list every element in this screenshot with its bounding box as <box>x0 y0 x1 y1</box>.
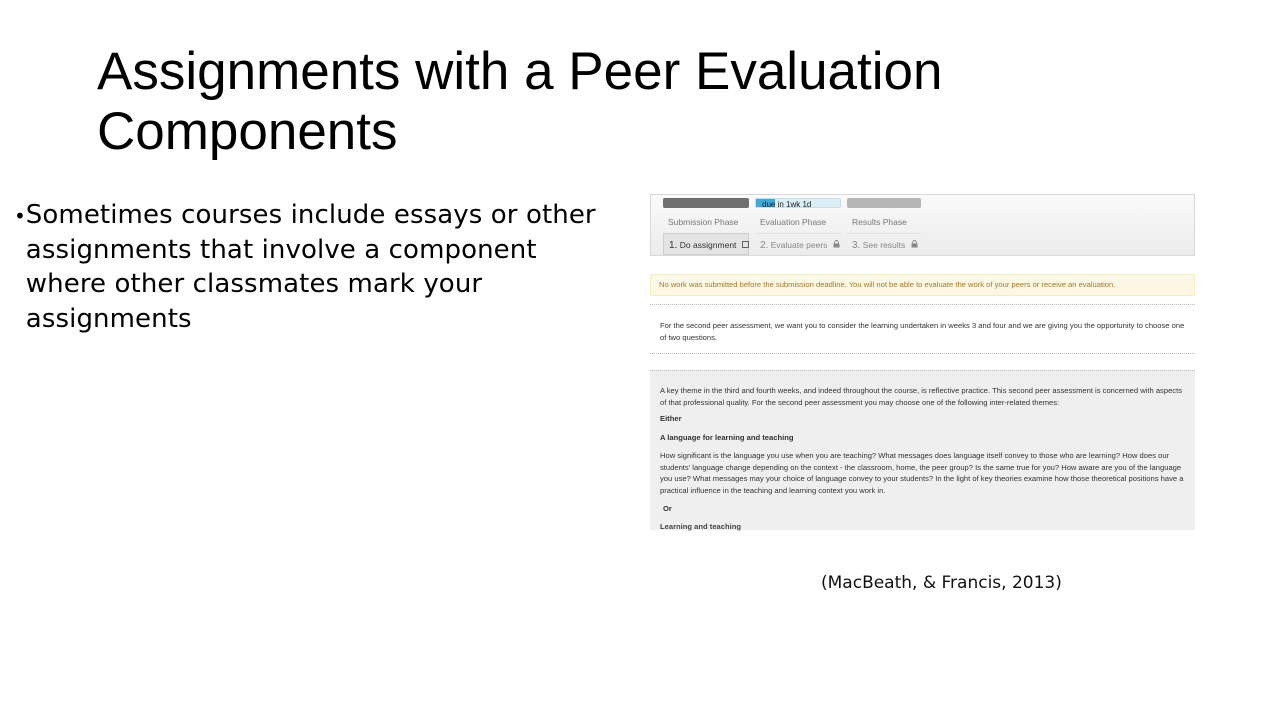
step-label: Do assignment <box>679 240 737 250</box>
citation: (MacBeath, & Francis, 2013) <box>821 573 1062 593</box>
task-heading-partial: Learning and teaching <box>660 521 742 531</box>
bullet-icon: • <box>14 204 26 228</box>
task-either: Either <box>660 414 682 423</box>
phase-name: Evaluation Phase <box>760 217 827 227</box>
assessment-task <box>650 370 1195 530</box>
phase-bar <box>650 194 1195 256</box>
step-see-results[interactable] <box>847 233 921 255</box>
phase-evaluation[interactable] <box>755 195 841 255</box>
slide-title: Assignments with a Peer Evaluation Components <box>97 42 943 161</box>
phase-results[interactable] <box>847 195 921 255</box>
bullet-list <box>12 198 602 336</box>
phase-progress-bar <box>755 198 841 208</box>
phase-name: Submission Phase <box>668 217 739 227</box>
step-evaluate-peers[interactable] <box>755 233 841 255</box>
step-number: 2. <box>760 240 769 251</box>
task-heading: A language for learning and teaching <box>660 432 794 442</box>
phase-progress-bar <box>847 198 921 208</box>
lock-icon <box>833 235 840 257</box>
deadline-alert: No work was submitted before the submission deadline. You will not be able to evaluate the work of your peers or receive an evaluation. <box>650 274 1195 296</box>
due-label: due in 1wk 1d <box>762 200 812 209</box>
step-label: See results <box>862 240 906 250</box>
phase-submission[interactable] <box>663 195 749 255</box>
assessment-intro: For the second peer assessment, we want you to consider the learning undertaken in weeks 3 and four and we are giving you the opportunity to choose one of two questions. <box>650 304 1195 354</box>
task-paragraph: A key theme in the third and fourth weeks, and indeed throughout the course, is reflective practice. This second peer assessment is concerned with aspects of that professional quality. For the second peer assessment you may choose one of the following inter-related themes: <box>660 386 1183 407</box>
step-do-assignment[interactable] <box>663 233 749 255</box>
bullet-text: Sometimes courses include essays or other assignments that involve a component where other classmates mark your assignments <box>25 200 596 334</box>
step-label: Evaluate peers <box>770 240 828 250</box>
lock-icon <box>911 235 918 257</box>
task-or: Or <box>663 504 672 513</box>
step-number: 3. <box>852 240 861 251</box>
step-number: 1. <box>669 240 678 251</box>
task-paragraph: How significant is the language you use when you are teaching? What messages does language itself convey to those who are learning? How does our students' language change depending on the context - the classroom, home, the peer group? Is the same true for you? How aware are you of the language you use? What messages may your choice of language convey to your students? In the light of key theories examine how those theoretical positions have a practical influence in the teaching and learning context you work in. <box>660 451 1184 495</box>
checkbox-icon <box>742 235 749 257</box>
peer-evaluation-screenshot <box>650 194 1195 531</box>
phase-progress-bar <box>663 198 749 208</box>
phase-name: Results Phase <box>852 217 907 227</box>
